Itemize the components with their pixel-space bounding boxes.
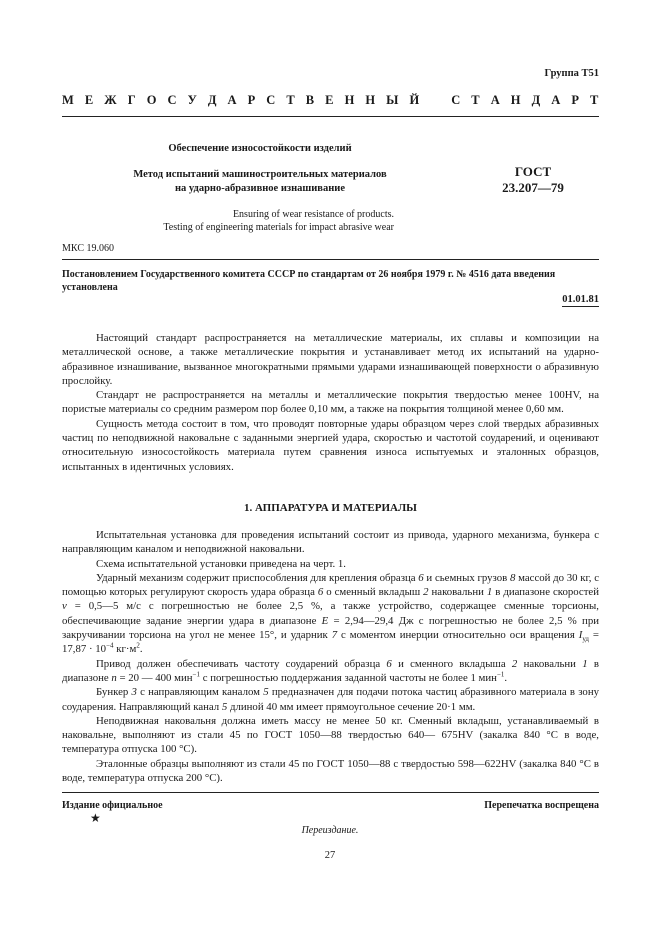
group-label: Группа Т51 — [544, 68, 599, 79]
section1-paragraph-5: Бункер 3 с направляющим каналом 5 предназначен для подачи потока частиц абразивного материала в зону соударения. Направляющий канал 5 длиной 40 мм имеет прямоугольное сечение 20·1 мм. — [62, 686, 599, 713]
gost-number: 23.207—79 — [502, 180, 564, 195]
official-edition-label: Издание официальное — [62, 800, 163, 811]
mks-code: МКС 19.060 — [62, 243, 114, 254]
reprint-prohibited-label: Перепечатка воспрещена — [484, 800, 599, 811]
page-number: 27 — [324, 850, 336, 861]
section1-paragraph-7: Эталонные образцы выполняют из стали 45 по ГОСТ 1050—88 с твердостью 598—622HV (закалка 840 °С в воде, температура отпуска 200 °С). — [62, 757, 599, 785]
intro-section — [62, 331, 599, 474]
section1-paragraph-2: Схема испытательной установки приведена на черт. 1. — [96, 557, 346, 570]
intro-paragraph-3: Сущность метода состоит в том, что проводят повторные удары образцом через слой твердых абразивных частиц по неподвижной наковальне с заданными энергией удара, скоростью и частотой соударений, и оценивают относительную износостойкость материала путем сравнения износа испытуемых и эталонных образцов, испытанных в идентичных условиях. — [62, 417, 599, 473]
gost-label: ГОСТ — [514, 164, 552, 179]
section1-paragraph-6: Неподвижная наковальня должна иметь массу не менее 50 кг. Сменный вкладыш, устанавливаемый в наковальне, выполняют из стали 45 по ГОСТ 1050—88 твердостью 640— 675HV (закалка 840 °С в воде, температура отпуска 100 °С). — [62, 714, 599, 756]
star-icon: ★ — [90, 811, 101, 825]
document-subtitle — [100, 168, 420, 196]
section-heading: 1. АППАРАТУРА И МАТЕРИАЛЫ — [244, 502, 417, 514]
subtitle-line-1: Метод испытаний машиностроительных материалов — [133, 169, 387, 180]
section1-paragraph-4: Привод должен обеспечивать частоту соударений образца 6 и сменного вкладыша 2 наковальни 1 в диапазоне n = 20 — 400 мин$^{-1}$ с погрешностью поддержания заданной частоты не более 1 мин$^{-1}$. — [62, 657, 599, 684]
english-title-line-1: Ensuring of wear resistance of products. — [232, 209, 394, 220]
decree-text — [62, 268, 602, 294]
effective-date: 01.01.81 — [562, 294, 599, 305]
standard-banner: М Е Ж Г О С У Д А Р С Т В Е Н Н Ы Й С Т А Н Д А Р Т — [62, 93, 599, 107]
intro-paragraph-2: Стандарт не распространяется на металлы и металлические покрытия твердостью менее 100HV, на пористые материалы со средним размером пор более 0,10 мм, а также на покрытия толщиной менее 0,60 мм. — [62, 389, 599, 416]
footer-rule — [62, 792, 599, 793]
title-rule — [62, 259, 599, 260]
section1-paragraph-3: Ударный механизм содержит приспособления для крепления образца 6 и сьемных грузов 8 массой до 30 кг, с помощью которых регулируют скорость удара образца 6 о сменный вкладыш 2 наковальни 1 в диапазоне скоростей v = 0,5—5 м/с с погрешностью не более 2,5 %, а также устройство, содержащее сменные торсионы, обеспечивающие задание энергии удара в диапазоне E = 2,94—29,4 Дж с погрешностью не более 2,5 % при закручивании торсиона на угол не менее 15°, и ударник 7 с моментом инерции относительно оси вращения $I_{уд} = 17,87 \cdot 10^{-4}$ $кг\cdot м^2$. — [62, 571, 599, 656]
decree-line-2: установлена — [62, 282, 118, 293]
document-title: Обеспечение износостойкости изделий — [168, 143, 352, 154]
intro-paragraph-1: Настоящий стандарт распространяется на металлические материалы, их сплавы и композиции на металлической основе, а также металлические покрытия и устанавливает метод их испытаний на ударно-абразивное изнашивание, вызванное многократными прямыми ударами изнашивающей поверхности о абразивную прослойку. — [62, 332, 599, 387]
english-title-line-2: Testing of engineering materials for impact abrasive wear — [163, 222, 394, 233]
reissue-note: Переиздание. — [301, 825, 359, 836]
decree-line-1: Постановлением Государственного комитета СССР по стандартам от 26 ноября 1979 г. № 4516 дата введения — [62, 269, 556, 280]
english-title — [100, 208, 394, 234]
subtitle-line-2: на ударно-абразивное изнашивание — [175, 183, 345, 194]
header-rule — [62, 116, 599, 117]
section1-paragraph-1: Испытательная установка для проведения испытаний состоит из привода, ударного механизма, бункера с направляющим каналом и неподвижной наковальни. — [62, 529, 599, 556]
section1-body — [62, 528, 599, 785]
gost-designation — [468, 164, 598, 196]
